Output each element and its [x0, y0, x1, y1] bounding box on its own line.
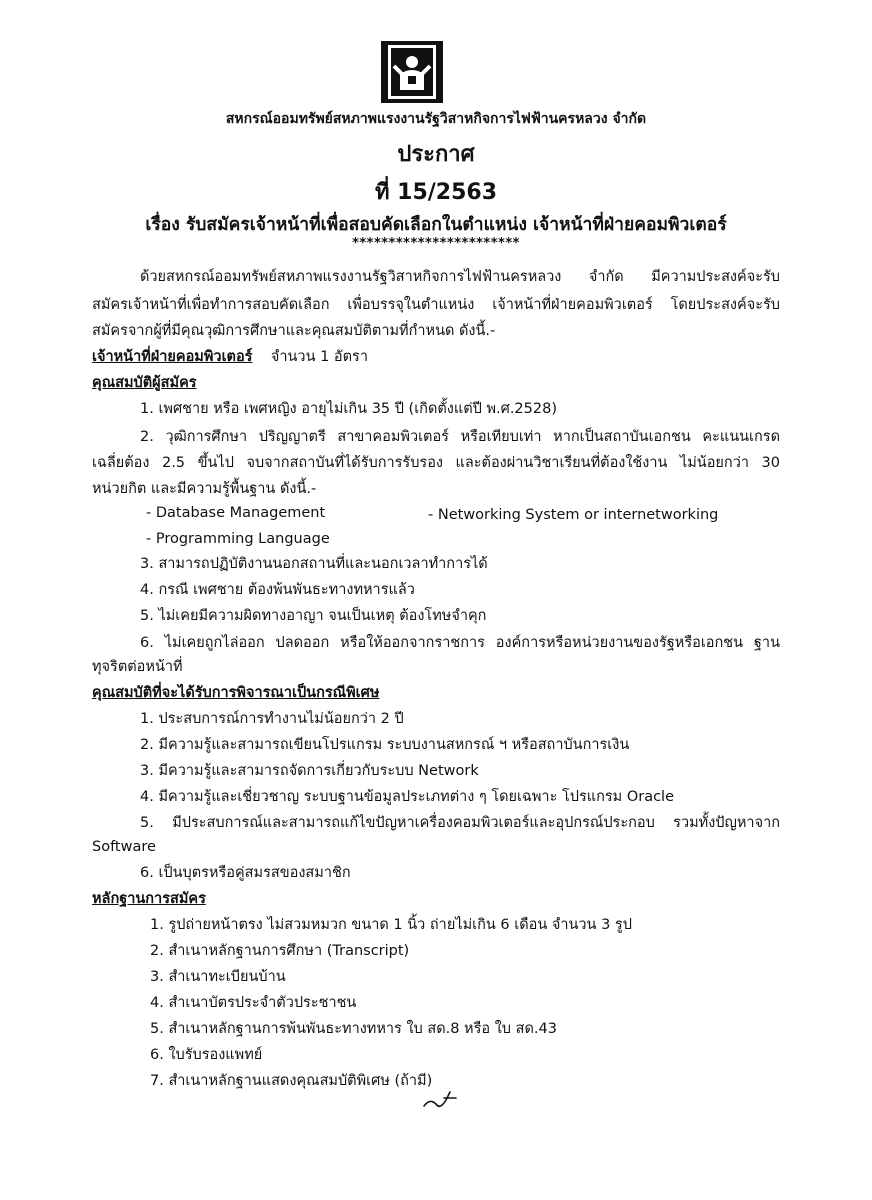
document-item-7: 7. สำเนาหลักฐานแสดงคุณสมบัติพิเศษ (ถ้ามี): [150, 1073, 433, 1089]
announcement-subject: เรื่อง รับสมัครเจ้าหน้าที่เพื่อสอบคัดเลือกในตำแหน่ง เจ้าหน้าที่ฝ่ายคอมพิวเตอร์: [145, 215, 727, 235]
document-item-1: 1. รูปถ่ายหน้าตรง ไม่สวมหมวก ขนาด 1 นิ้ว ถ่ายไม่เกิน 6 เดือน จำนวน 3 รูป: [150, 917, 632, 933]
special-item-2: 2. มีความรู้และสามารถเขียนโปรแกรม ระบบงานสหกรณ์ ฯ หรือสถาบันการเงิน: [140, 737, 630, 753]
intro-line-1: ด้วยสหกรณ์ออมทรัพย์สหภาพแรงงานรัฐวิสาหกิจการไฟฟ้านครหลวง จำกัด มีความประสงค์จะรับ: [140, 269, 780, 285]
qualification-item-2-line-3: หน่วยกิต และมีความรู้พื้นฐาน ดังนี้.-: [92, 481, 317, 497]
document-item-2: 2. สำเนาหลักฐานการศึกษา (Transcript): [150, 943, 410, 959]
organization-name: สหกรณ์ออมทรัพย์สหภาพแรงงานรัฐวิสาหกิจการไฟฟ้านครหลวง จำกัด: [225, 111, 647, 127]
documents-heading: หลักฐานการสมัคร: [92, 891, 206, 907]
skill-programming: - Programming Language: [146, 531, 330, 547]
special-item-4: 4. มีความรู้และเชี่ยวชาญ ระบบฐานข้อมูลประเภทต่าง ๆ โดยเฉพาะ โปรแกรม Oracle: [140, 789, 675, 805]
special-item-5-cont: Software: [92, 839, 156, 855]
document-item-5: 5. สำเนาหลักฐานการพ้นพันธะทางทหาร ใบ สด.8 หรือ ใบ สด.43: [150, 1021, 557, 1037]
announcement-number: ที่ 15/2563: [374, 180, 498, 205]
qualification-item-6-line-1: 6. ไม่เคยถูกไล่ออก ปลดออก หรือให้ออกจากราชการ องค์การหรือหน่วยงานของรัฐหรือเอกชน ฐาน: [140, 635, 780, 651]
special-item-5: 5. มีประสบการณ์และสามารถแก้ไขปัญหาเครื่องคอมพิวเตอร์และอุปกรณ์ประกอบ รวมทั้งปัญหาจาก: [140, 815, 780, 831]
position-title: เจ้าหน้าที่ฝ่ายคอมพิวเตอร์: [92, 349, 253, 365]
qualification-item-5: 5. ไม่เคยมีความผิดทางอาญา จนเป็นเหตุ ต้องโทษจำคุก: [140, 608, 487, 624]
announcement-title: ประกาศ: [397, 142, 475, 167]
position-count: จำนวน 1 อัตรา: [270, 349, 368, 365]
document-item-6: 6. ใบรับรองแพทย์: [150, 1047, 263, 1063]
qualification-item-2-line-2: เฉลี่ยต้อง 2.5 ขึ้นไป จบจากสถาบันที่ได้รับการรับรอง และต้องผ่านวิชาเรียนที่ต้องใช้งาน ไม่น้อยกว่า 30: [92, 455, 780, 471]
signature-icon: [420, 1086, 460, 1116]
special-heading: คุณสมบัติที่จะได้รับการพิจารณาเป็นกรณีพิเศษ: [92, 685, 380, 701]
intro-line-3: สมัครจากผู้ที่มีคุณวุฒิการศึกษาและคุณสมบัติตามที่กำหนด ดังนี้.-: [92, 323, 496, 339]
intro-line-2: สมัครเจ้าหน้าที่เพื่อทำการสอบคัดเลือก เพื่อบรรจุในตำแหน่ง เจ้าหน้าที่ฝ่ายคอมพิวเตอร์ โดยประสงค์จะรับ: [92, 297, 780, 313]
position-line: [92, 346, 368, 368]
separator: ***********************: [352, 236, 520, 251]
organization-emblem-icon: [380, 40, 444, 104]
special-item-6: 6. เป็นบุตรหรือคู่สมรสของสมาชิก: [140, 865, 351, 881]
qualifications-heading: คุณสมบัติผู้สมัคร: [92, 375, 197, 391]
skill-database: - Database Management: [146, 505, 326, 521]
special-item-1: 1. ประสบการณ์การทำงานไม่น้อยกว่า 2 ปี: [140, 711, 404, 727]
qualification-item-4: 4. กรณี เพศชาย ต้องพ้นพันธะทางทหารแล้ว: [140, 582, 415, 598]
document-item-4: 4. สำเนาบัตรประจำตัวประชาชน: [150, 995, 357, 1011]
qualification-item-1: 1. เพศชาย หรือ เพศหญิง อายุไม่เกิน 35 ปี (เกิดตั้งแต่ปี พ.ศ.2528): [140, 401, 557, 417]
document-item-3: 3. สำเนาทะเบียนบ้าน: [150, 969, 286, 985]
qualification-item-3: 3. สามารถปฏิบัติงานนอกสถานที่และนอกเวลาทำการได้: [140, 556, 488, 572]
qualification-item-6-line-2: ทุจริตต่อหน้าที่: [92, 659, 183, 675]
skill-networking: - Networking System or internetworking: [428, 507, 719, 523]
special-item-3: 3. มีความรู้และสามารถจัดการเกี่ยวกับระบบ Network: [140, 763, 479, 779]
qualification-item-2-line-1: 2. วุฒิการศึกษา ปริญญาตรี สาขาคอมพิวเตอร์ หรือเทียบเท่า หากเป็นสถาบันเอกชน คะแนนเกรด: [140, 429, 780, 445]
